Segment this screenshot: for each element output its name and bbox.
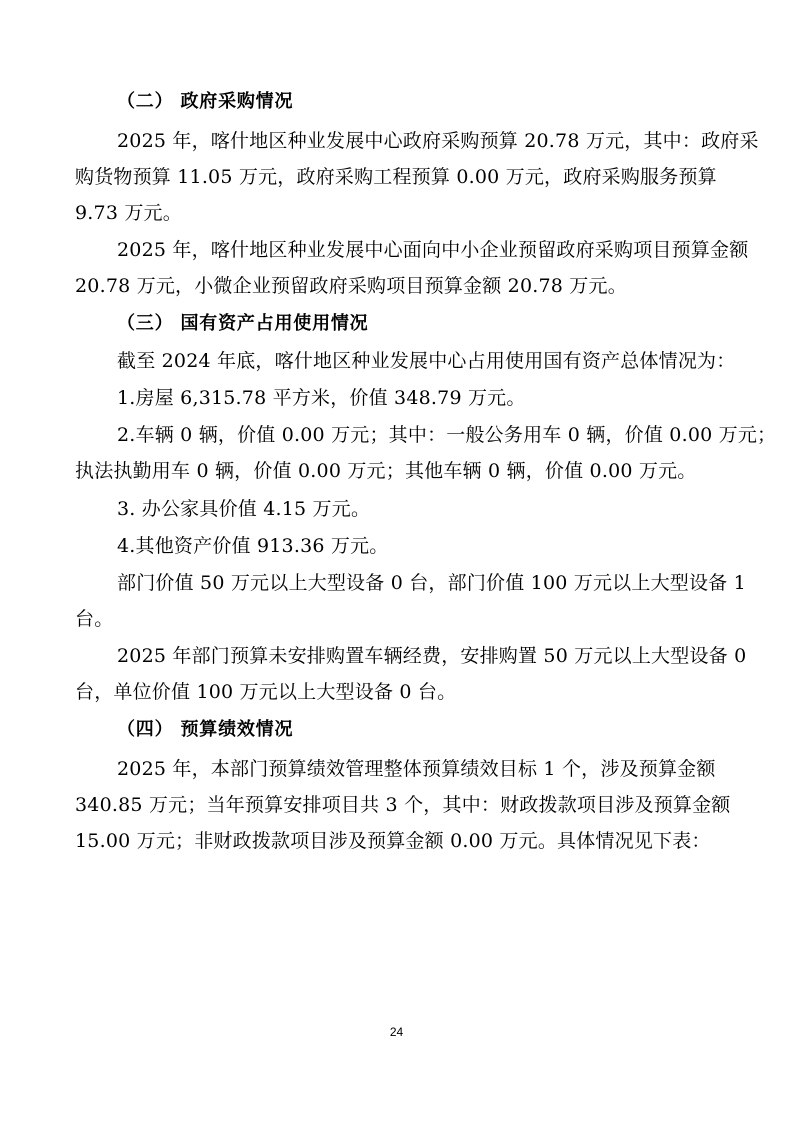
paragraph-line: 2025 年，本部门预算绩效管理整体预算绩效目标 1 个，涉及预算金额 [117, 758, 716, 780]
paragraph-line: 340.85 万元；当年预算安排项目共 3 个，其中：财政拨款项目涉及预算金额 [75, 794, 731, 816]
paragraph-line: 部门价值 50 万元以上大型设备 0 台，部门价值 100 万元以上大型设备 1 [117, 572, 746, 594]
paragraph-line: 截至 2024 年底，喀什地区种业发展中心占用使用国有资产总体情况为： [117, 350, 736, 372]
list-item: 4.其他资产价值 913.36 万元。 [117, 535, 389, 557]
page-number: 24 [389, 1025, 404, 1039]
list-item-continuation: 执法执勤用车 0 辆，价值 0.00 万元；其他车辆 0 辆，价值 0.00 万元。 [75, 460, 697, 482]
paragraph-line: 9.73 万元。 [75, 202, 182, 224]
section-heading-performance: （四） 预算绩效情况 [117, 719, 294, 740]
paragraph-line: 台。 [75, 608, 114, 630]
list-item: 3. 办公家具价值 4.15 万元。 [117, 498, 371, 520]
paragraph-line: 2025 年部门预算未安排购置车辆经费，安排购置 50 万元以上大型设备 0 [117, 645, 747, 667]
paragraph-line: 2025 年，喀什地区种业发展中心面向中小企业预留政府采购项目预算金额 [117, 239, 749, 261]
paragraph-line: 购货物预算 11.05 万元，政府采购工程预算 0.00 万元，政府采购服务预算 [75, 166, 717, 188]
paragraph-line: 20.78 万元，小微企业预留政府采购项目预算金额 20.78 万元。 [75, 275, 627, 297]
list-item: 2.车辆 0 辆，价值 0.00 万元；其中：一般公务用车 0 辆，价值 0.00 万元； [117, 424, 777, 446]
paragraph-line: 15.00 万元；非财政拨款项目涉及预算金额 0.00 万元。具体情况见下表： [75, 830, 711, 852]
section-heading-assets: （三） 国有资产占用使用情况 [117, 313, 369, 334]
paragraph-line: 台，单位价值 100 万元以上大型设备 0 台。 [75, 681, 457, 703]
section-heading-procurement: （二） 政府采购情况 [117, 91, 294, 112]
list-item: 1.房屋 6,315.78 平方米，价值 348.79 万元。 [117, 387, 526, 409]
paragraph-line: 2025 年，喀什地区种业发展中心政府采购预算 20.78 万元，其中：政府采 [117, 130, 759, 152]
